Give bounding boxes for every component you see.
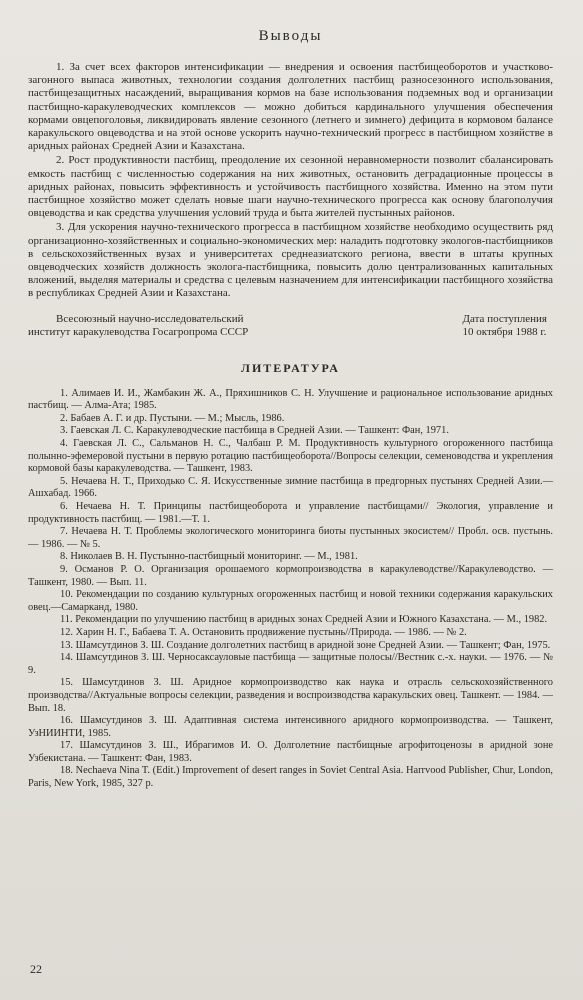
reference-item: 14. Шамсутдинов З. Ш. Черносаксауловые пастбища — защитные полосы//Вестник с.-х. науки. — 1976. — № 9. [28, 652, 553, 676]
reference-item: 1. Алимаев И. И., Жамбакин Ж. А., Пряхишников С. Н. Улучшение и рациональное использование аридных пастбищ. — Алма-Ата; 1985. [28, 387, 553, 412]
institute-affiliation [28, 313, 248, 339]
literature-heading: ЛИТЕРАТУРА [241, 360, 340, 375]
reference-item: 13. Шамсутдинов З. Ш. Создание долголетних пастбищ в аридной зоне Средней Азии. — Ташкент; Фан, 1975. [60, 639, 551, 651]
reference-item: 2. Бабаев А. Г. и др. Пустыни. — М.; Мысль, 1986. [60, 412, 285, 424]
reference-item: 17. Шамсутдинов З. Ш., Ибрагимов И. О. Долголетние пастбищные агрофитоценозы в аридной зоне Узбекистана. — Ташкент: Фан, 1983. [28, 740, 553, 764]
institute-line-1: Всесоюзный научно-исследовательский [56, 312, 244, 325]
institute-line-2: институт каракулеводства Госагропрома СССР [28, 325, 249, 338]
received-date [463, 313, 547, 339]
received-value: 10 октября 1988 г. [462, 325, 547, 338]
reference-item: 15. Шамсутдинов З. Ш. Аридное кормопроизводство как наука и отрасль сельскохозяйственного производства//Актуальные вопросы селекции, разведения и воспроизводства каракульских овец. Ташкент. — 1984. — Вып. 18. [28, 677, 553, 714]
conclusion-paragraph-2: 2. Рост продуктивности пастбищ, преодоление их сезонной неравномерности позволит сбалансировать емкость пастбищ с численностью содержания на них животных, остановить деградационные процессы в аридных районах, повысить эффективность и устойчивость пастбищного хозяйства. Именно на этом пути пастбищное хозяйство может сделать новые шаги научно-технического прогресса как основу благополучия овцеводства и как средства улучшения условий труда и быта жителей пустынных районов. [28, 154, 553, 220]
reference-item: 18. Nechaeva Nina T. (Edit.) Improvement of desert ranges in Soviet Central Asia. Harrvood Publisher, Chur, London, Paris, New York, 1985, 327 p. [28, 765, 553, 790]
received-label: Дата поступления [462, 312, 547, 325]
reference-item: 9. Османов Р. О. Организация орошаемого кормопроизводства в каракулеводстве//Каракулеводство. — Ташкент, 1980. — Вып. 11. [28, 563, 553, 588]
reference-item: 11. Рекомендации по улучшению пастбищ в аридных зонах Средней Азии и Южного Казахстана. — М., 1982. [60, 614, 548, 626]
reference-item: 10. Рекомендации по созданию культурных огороженных пастбищ и новой техники содержания каракульских овец.—Самарканд, 1980. [28, 589, 553, 613]
conclusions-body [28, 61, 553, 301]
reference-item: 12. Харин Н. Г., Бабаева Т. А. Остановить продвижение пустынь//Природа. — 1986. — № 2. [60, 626, 467, 638]
reference-item: 3. Гаевская Л. С. Каракулеводческие пастбища в Средней Азии. — Ташкент: Фан, 1971. [60, 425, 449, 437]
conclusion-paragraph-3: 3. Для ускорения научно-технического прогресса в пастбищном хозяйстве необходимо осуществить ряд организационно-хозяйственных и социально-экономических мер: наладить подготовку экологов-пастбищников в сельскохозяйственных вузах и университетах среднеазиатского региона, ввести в штаты крупных овцеводческих хозяйств должность эколога-пастбищника, повысить долю централизованных капитальных вложений, выделяя материалы и средства с целевым назначением для интенсификации пастбищного хозяйства в республиках Средней Азии и Казахстана. [28, 221, 553, 300]
conclusions-heading: Выводы [258, 28, 323, 44]
reference-item: 7. Нечаева Н. Т. Проблемы экологического мониторинга биоты пустынных экосистем// Пробл. осв. пустынь. — 1986. — № 5. [28, 526, 553, 550]
reference-item: 6. Нечаева Н. Т. Принципы пастбищеоборота и управление пастбищами// Экология, управление и продуктивность пастбищ. — 1981.—Т. 1. [28, 501, 553, 525]
signature-block [28, 313, 553, 339]
conclusion-paragraph-1: 1. За счет всех факторов интенсификации — внедрения и освоения пастбищеоборотов и участково-загонного выпаса животных, технологии создания долголетних пастбищ разносезонного использования, пастбищезащитных насаждений, выращивания кормов на базе использования подземных вод и организации пастбищно-каракулеводческих комплексов — можно добиться кардинального улучшения обеспечения кормами овцепоголовья, ликвидировать явление сезонного (летнего и зимнего) дефицита в кормовом балансе каракульского овцеводства и на этой основе ускорить научно-технический прогресс в пастбищном хозяйстве в аридных районах Средней Азии и Казахстана. [28, 61, 553, 153]
reference-list [28, 388, 553, 791]
reference-item: 16. Шамсутдинов З. Ш. Адаптивная система интенсивного аридного кормопроизводства. — Ташкент, УзНИИНТИ, 1985. [28, 715, 553, 739]
reference-item: 4. Гаевская Л. С., Сальманов Н. С., Чалбаш Р. М. Продуктивность культурного огороженного пастбища полынно-эфемеровой пустыни в первую ротацию пастбищеоборота//Вопросы селекции, семеноводства и укрепления кормовой базы каракулеводства. — Ташкент, 1983. [28, 438, 553, 475]
page-number: 22 [30, 962, 42, 976]
reference-item: 5. Нечаева Н. Т., Приходько С. Я. Искусственные зимние пастбища в предгорных пустынях Средней Азии.—Ашхабад. 1966. [28, 475, 553, 500]
reference-item: 8. Николаев В. Н. Пустынно-пастбищный мониторинг. — М., 1981. [60, 551, 358, 563]
